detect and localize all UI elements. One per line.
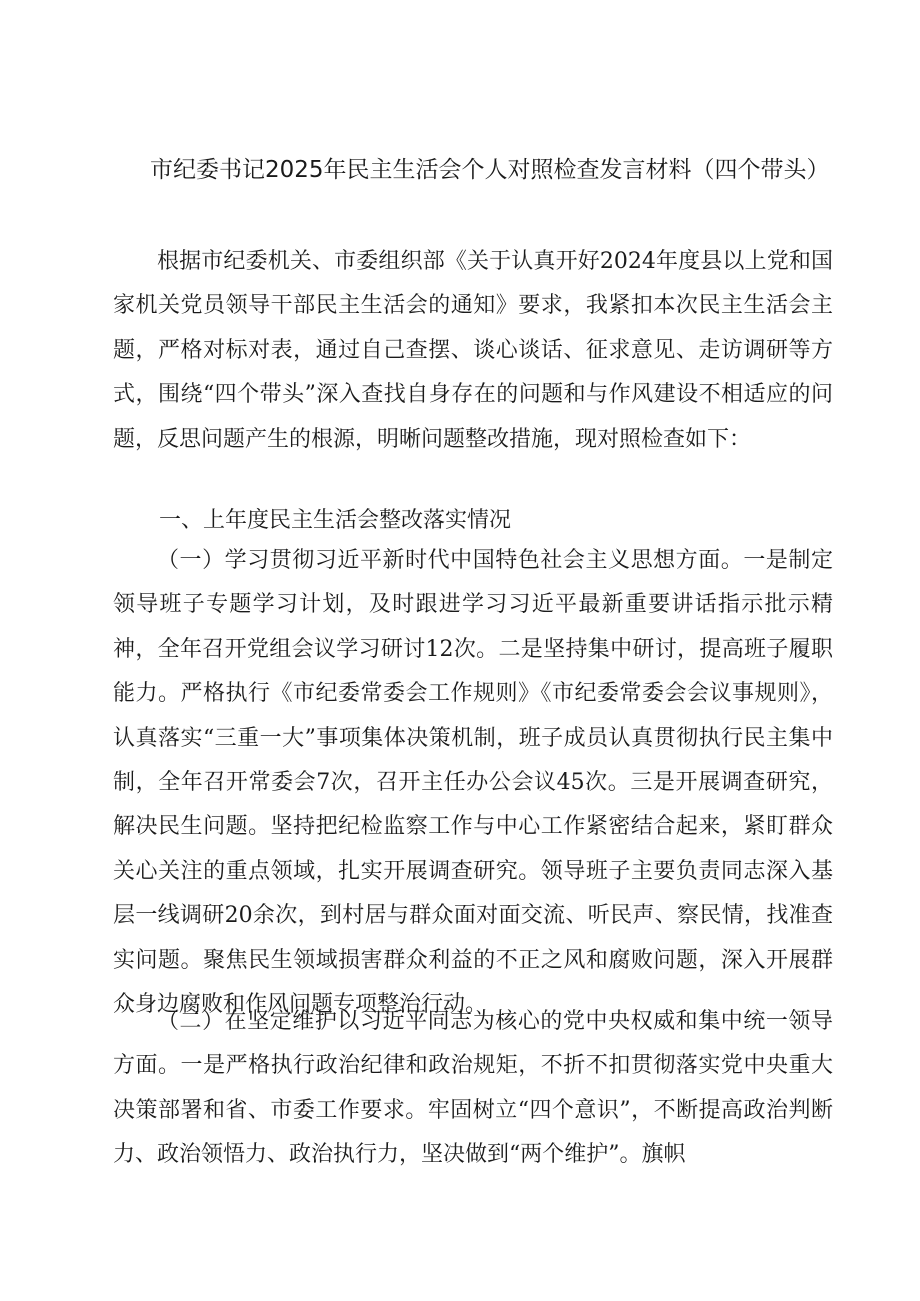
- section-2-paragraph-block: [113, 1000, 833, 1178]
- document-title: 市纪委书记2025年民主生活会个人对照检查发言材料（四个带头）: [150, 157, 830, 183]
- intro-paragraph-block: [113, 240, 833, 462]
- intro-paragraph: 根据市纪委机关、市委组织部《关于认真开好2024年度县以上党和国家机关党员领导干部民主生活会的通知》要求，我紧扣本次民主生活会主题，严格对标对表，通过自己查摆、谈心谈话、征求意见、走访调研等方式，围绕“四个带头”深入查找自身存在的问题和与作风建设不相适应的问题，反思问题产生的根源，明晰问题整改措施，现对照检查如下：: [113, 249, 833, 452]
- section-1-paragraph-block: [113, 539, 833, 1027]
- subsection-2-paragraph: （二）在坚定维护以习近平同志为核心的党中央权威和集中统一领导方面。一是严格执行政治纪律和政治规矩，不折不扣贯彻落实党中央重大决策部署和省、市委工作要求。牢固树立“四个意识”，不断提高政治判断力、政治领悟力、政治执行力，坚决做到“两个维护”。旗帜: [113, 1009, 833, 1168]
- subsection-1-paragraph: （一）学习贯彻习近平新时代中国特色社会主义思想方面。一是制定领导班子专题学习计划，及时跟进学习习近平最新重要讲话指示批示精神，全年召开党组会议学习研讨12次。二是坚持集中研讨，提高班子履职能力。严格执行《市纪委常委会工作规则》《市纪委常委会会议事规则》，认真落实“三重一大”事项集体决策机制，班子成员认真贯彻执行民主集中制，全年召开常委会7次，召开主任办公会议45次。三是开展调查研究，解决民生问题。坚持把纪检监察工作与中心工作紧密结合起来，紧盯群众关心关注的重点领域，扎实开展调查研究。领导班子主要负责同志深入基层一线调研20余次，到村居与群众面对面交流、听民声、察民情，找准查实问题。聚焦民生领域损害群众利益的不正之风和腐败问题，深入开展群众身边腐败和作风问题专项整治行动。: [113, 548, 833, 1018]
- section-heading: 一、上年度民主生活会整改落实情况: [159, 508, 512, 533]
